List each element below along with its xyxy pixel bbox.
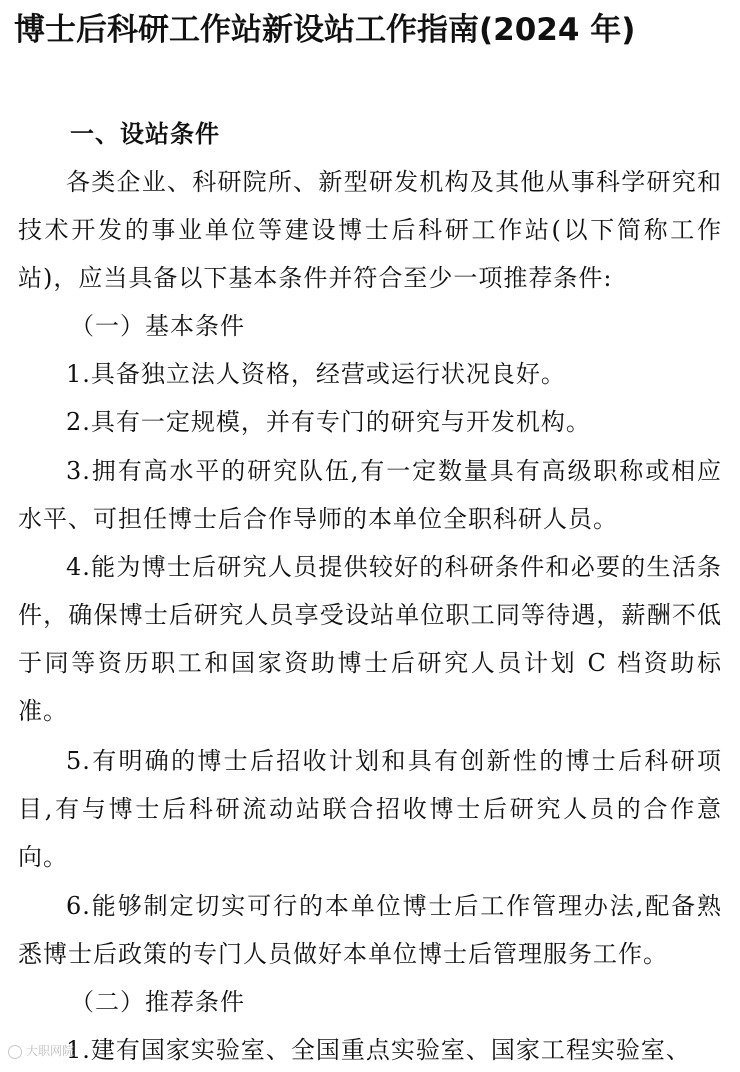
basic-conditions-heading: （一）基本条件 [70,312,245,340]
basic-condition-item: 4.能为博士后研究人员提供较好的科研条件和必要的生活条件，确保博士后研究人员享受设站单位职工同等待遇，薪酬不低于同等资历职工和国家资助博士后研究人员计划 C 档资助标准。 [18,553,722,725]
intro-paragraph: 各类企业、科研院所、新型研发机构及其他从事科学研究和技术开发的事业单位等建设博士后科研工作站(以下简称工作站)，应当具备以下基本条件并符合至少一项推荐条件: [18,168,722,292]
watermark-text: 大职网院 [26,1044,75,1058]
section-heading: 一、设站条件 [70,120,220,148]
basic-condition-item: 1.具备独立法人资格，经营或运行状况良好。 [66,360,566,388]
basic-condition-item: 3.拥有高水平的研究队伍,有一定数量具有高级职称或相应水平、可担任博士后合作导师的本单位全职科研人员。 [18,457,722,533]
watermark [8,1043,74,1059]
recommended-condition-item: 1.建有国家实验室、全国重点实验室、国家工程实验室、 [66,1036,691,1064]
basic-condition-item: 6.能够制定切实可行的本单位博士后工作管理办法,配备熟悉博士后政策的专门人员做好本单位博士后管理服务工作。 [18,892,722,968]
recommended-conditions-heading: （二）推荐条件 [70,988,245,1016]
basic-condition-item: 5.有明确的博士后招收计划和具有创新性的博士后科研项目,有与博士后科研流动站联合招收博士后研究人员的合作意向。 [18,747,722,871]
document-title: 博士后科研工作站新设站工作指南(2024 年) [14,12,636,48]
basic-condition-item: 2.具有一定规模，并有专门的研究与开发机构。 [66,408,591,436]
watermark-logo-icon [8,1045,22,1059]
